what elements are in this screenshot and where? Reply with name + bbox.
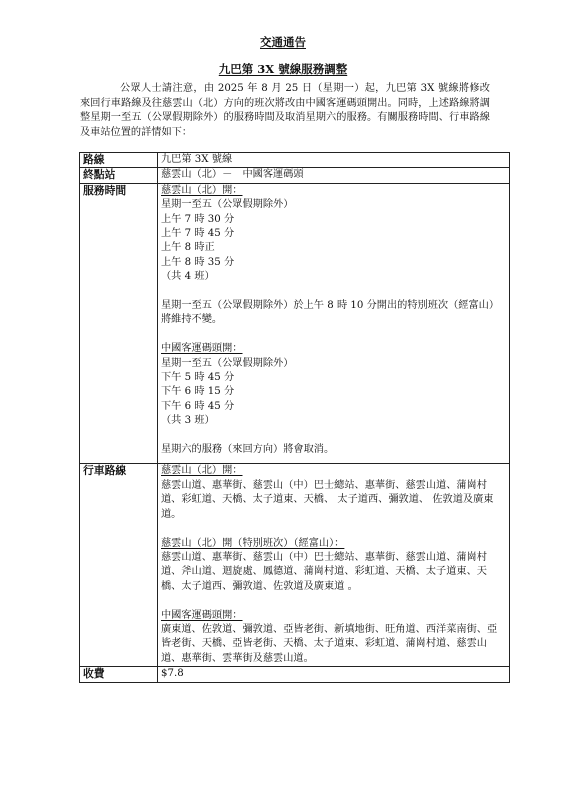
hours-section1-days: 星期一至五（公眾假期除外） (161, 199, 294, 211)
notice-title: 交通通告 (260, 35, 306, 49)
termini-value: 慈雲山（北）－ 中國客運碼頭 (158, 168, 510, 183)
routing-section2-heading: 慈雲山（北）開（特別班次）（經富山）： (161, 537, 345, 549)
row-service-hours (80, 183, 510, 464)
fare-value: $7.8 (158, 667, 510, 682)
routing-section2-text: 慈雲山道、惠華街、慈雲山（中）巴士總站、惠華街、慈雲山道、蒲崗村道、斧山道、迴旋處、鳳德道、蒲崗村道、彩虹道、天橋、太子道東、天橋、太子道西、彌敦道、佐敦道及廣東道 。 (161, 551, 487, 592)
row-termini (80, 168, 510, 183)
routing-label: 行車路線 (80, 464, 158, 667)
notice-subtitle: 九巴第 3X 號線服務調整 (218, 62, 348, 76)
departure-time: 下午 6 時 15 分 (161, 386, 235, 398)
departure-time: 上午 7 時 30 分 (161, 213, 235, 225)
departure-time: 上午 8 時正 (161, 242, 215, 254)
fare-label: 收費 (80, 667, 158, 682)
routing-section3-heading: 中國客運碼頭開： (161, 609, 243, 621)
routing-cell (158, 464, 510, 667)
departure-time: 下午 6 時 45 分 (161, 400, 235, 412)
routing-section3-text: 廣東道、佐敦道、彌敦道、亞皆老街、新填地街、旺角道、西洋菜南街、亞皆老街、天橋、亞皆老街、天橋、太子道東、彩虹道、蒲崗村道、慈雲山道、惠華街、雲華街及慈雲山道。 (161, 623, 498, 664)
route-label: 路線 (80, 153, 158, 168)
routing-section1-text: 慈雲山道、惠華街、慈雲山（中）巴士總站、惠華街、慈雲山道、蒲崗村道、彩虹道、天橋、太子道東、天橋、 太子道西、彌敦道、 佐敦道及廣東道。 (161, 479, 494, 520)
route-value: 九巴第 3X 號線 (158, 153, 510, 168)
departure-time: 上午 8 時 35 分 (161, 256, 235, 268)
hours-section2-heading: 中國客運碼頭開： (161, 343, 243, 355)
hours-section2-count: （共 3 班） (161, 415, 215, 427)
saturday-cancellation-note: 星期六的服務（來回方向）將會取消。 (161, 444, 335, 456)
row-route (80, 153, 510, 168)
special-trip-note: 星期一至五（公眾假期除外）於上午 8 時 10 分開出的特別班次（經富山）將維持不變。 (161, 300, 500, 326)
service-details-table (79, 152, 510, 683)
row-fare (80, 667, 510, 682)
departure-time: 上午 7 時 45 分 (161, 228, 235, 240)
service-hours-label: 服務時間 (80, 183, 158, 464)
intro-paragraph: 公眾人士請注意，由 2025 年 8 月 25 日（星期一）起，九巴第 3X 號線將修改來回行車路線及往慈雲山（北）方向的班次將改由中國客運碼頭開出。同時，上述路線將調整星期一至五（公眾假期除外）的服務時間及取消星期六的服務。有關服務時間、行車路線及車站位置的詳情如下： (80, 83, 490, 138)
routing-section1-heading: 慈雲山（北）開： (161, 465, 243, 477)
service-hours-cell (158, 183, 510, 464)
termini-label: 終點站 (80, 168, 158, 183)
row-routing (80, 464, 510, 667)
departure-time: 下午 5 時 45 分 (161, 372, 235, 384)
hours-section1-count: （共 4 班） (161, 271, 215, 283)
hours-section1-heading: 慈雲山（北）開： (161, 184, 243, 196)
hours-section2-days: 星期一至五（公眾假期除外） (161, 357, 294, 369)
